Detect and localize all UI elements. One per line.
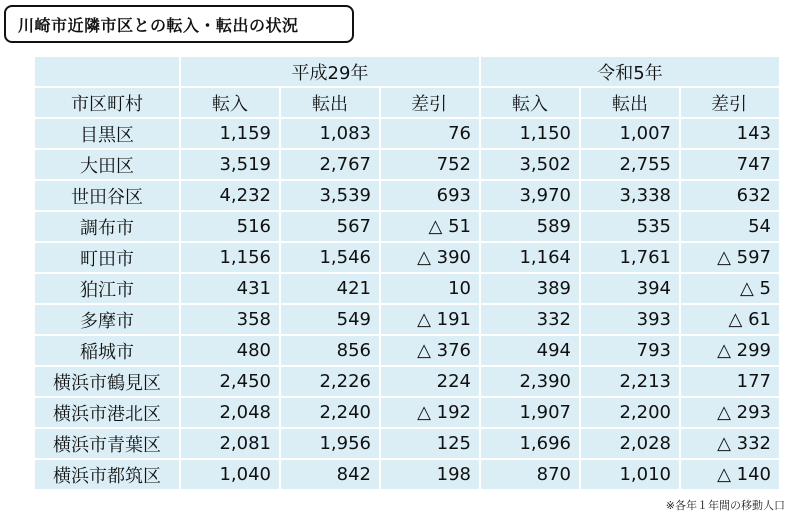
table-row bbox=[34, 180, 780, 211]
region-name-cell: 多摩市 bbox=[34, 304, 180, 335]
value-cell-in-h29: 3,519 bbox=[180, 149, 280, 180]
value-cell-net-r5: △ 5 bbox=[680, 273, 780, 304]
value-cell-in-h29: 1,159 bbox=[180, 118, 280, 149]
value-cell-out-h29: 1,083 bbox=[280, 118, 380, 149]
table-body bbox=[34, 118, 780, 490]
value-cell-in-r5: 1,696 bbox=[480, 428, 580, 459]
value-cell-in-h29: 358 bbox=[180, 304, 280, 335]
table-row bbox=[34, 459, 780, 490]
table-row bbox=[34, 242, 780, 273]
value-cell-out-r5: 2,755 bbox=[580, 149, 680, 180]
value-cell-out-h29: 842 bbox=[280, 459, 380, 490]
region-name-cell: 横浜市青葉区 bbox=[34, 428, 180, 459]
period-header-r5: 令和5年 bbox=[480, 56, 780, 87]
value-cell-in-r5: 494 bbox=[480, 335, 580, 366]
region-name-cell: 町田市 bbox=[34, 242, 180, 273]
region-name-cell: 大田区 bbox=[34, 149, 180, 180]
footnote: ※各年１年間の移動人口 bbox=[665, 499, 785, 512]
table-row bbox=[34, 211, 780, 242]
value-cell-in-h29: 1,040 bbox=[180, 459, 280, 490]
value-cell-out-h29: 856 bbox=[280, 335, 380, 366]
value-cell-net-h29: △ 191 bbox=[380, 304, 480, 335]
value-cell-net-r5: △ 299 bbox=[680, 335, 780, 366]
table-row bbox=[34, 273, 780, 304]
value-cell-in-h29: 2,048 bbox=[180, 397, 280, 428]
value-cell-out-h29: 567 bbox=[280, 211, 380, 242]
value-cell-net-r5: △ 140 bbox=[680, 459, 780, 490]
header-blank-cell bbox=[34, 56, 180, 87]
region-name-cell: 横浜市鶴見区 bbox=[34, 366, 180, 397]
value-cell-out-r5: 793 bbox=[580, 335, 680, 366]
value-cell-in-r5: 870 bbox=[480, 459, 580, 490]
value-cell-in-r5: 1,907 bbox=[480, 397, 580, 428]
value-cell-out-r5: 1,010 bbox=[580, 459, 680, 490]
column-header-out-r5: 転出 bbox=[580, 87, 680, 118]
table-row bbox=[34, 335, 780, 366]
value-cell-out-h29: 3,539 bbox=[280, 180, 380, 211]
value-cell-out-h29: 421 bbox=[280, 273, 380, 304]
value-cell-out-r5: 393 bbox=[580, 304, 680, 335]
region-name-cell: 横浜市港北区 bbox=[34, 397, 180, 428]
value-cell-net-r5: △ 61 bbox=[680, 304, 780, 335]
value-cell-in-r5: 2,390 bbox=[480, 366, 580, 397]
value-cell-in-r5: 589 bbox=[480, 211, 580, 242]
region-name-cell: 稲城市 bbox=[34, 335, 180, 366]
value-cell-out-r5: 535 bbox=[580, 211, 680, 242]
value-cell-net-h29: 125 bbox=[380, 428, 480, 459]
value-cell-in-r5: 1,150 bbox=[480, 118, 580, 149]
table-row bbox=[34, 304, 780, 335]
value-cell-out-r5: 3,338 bbox=[580, 180, 680, 211]
table-row bbox=[34, 366, 780, 397]
value-cell-net-h29: △ 51 bbox=[380, 211, 480, 242]
value-cell-out-h29: 549 bbox=[280, 304, 380, 335]
value-cell-in-h29: 516 bbox=[180, 211, 280, 242]
value-cell-net-h29: 693 bbox=[380, 180, 480, 211]
value-cell-out-r5: 1,761 bbox=[580, 242, 680, 273]
table-row bbox=[34, 118, 780, 149]
table-row bbox=[34, 397, 780, 428]
column-header-in-h29: 転入 bbox=[180, 87, 280, 118]
region-name-cell: 横浜市都筑区 bbox=[34, 459, 180, 490]
value-cell-net-r5: 747 bbox=[680, 149, 780, 180]
value-cell-net-h29: 10 bbox=[380, 273, 480, 304]
value-cell-net-r5: 54 bbox=[680, 211, 780, 242]
column-header-net-h29: 差引 bbox=[380, 87, 480, 118]
region-name-cell: 世田谷区 bbox=[34, 180, 180, 211]
table-row bbox=[34, 149, 780, 180]
column-header-out-h29: 転出 bbox=[280, 87, 380, 118]
value-cell-out-h29: 2,767 bbox=[280, 149, 380, 180]
value-cell-net-r5: △ 597 bbox=[680, 242, 780, 273]
period-header-row bbox=[34, 56, 780, 87]
value-cell-net-h29: 76 bbox=[380, 118, 480, 149]
value-cell-net-h29: 752 bbox=[380, 149, 480, 180]
value-cell-in-h29: 2,081 bbox=[180, 428, 280, 459]
value-cell-in-r5: 332 bbox=[480, 304, 580, 335]
column-header-in-r5: 転入 bbox=[480, 87, 580, 118]
value-cell-in-r5: 3,502 bbox=[480, 149, 580, 180]
value-cell-in-r5: 1,164 bbox=[480, 242, 580, 273]
period-header-h29: 平成29年 bbox=[180, 56, 480, 87]
value-cell-net-r5: 177 bbox=[680, 366, 780, 397]
migration-table bbox=[33, 55, 781, 491]
value-cell-net-h29: △ 390 bbox=[380, 242, 480, 273]
value-cell-out-r5: 2,028 bbox=[580, 428, 680, 459]
value-cell-in-h29: 2,450 bbox=[180, 366, 280, 397]
value-cell-in-h29: 4,232 bbox=[180, 180, 280, 211]
value-cell-in-r5: 3,970 bbox=[480, 180, 580, 211]
column-header-row bbox=[34, 87, 780, 118]
column-header-net-r5: 差引 bbox=[680, 87, 780, 118]
value-cell-net-h29: △ 376 bbox=[380, 335, 480, 366]
value-cell-net-r5: △ 293 bbox=[680, 397, 780, 428]
value-cell-in-r5: 389 bbox=[480, 273, 580, 304]
value-cell-in-h29: 1,156 bbox=[180, 242, 280, 273]
value-cell-net-r5: △ 332 bbox=[680, 428, 780, 459]
value-cell-out-h29: 2,226 bbox=[280, 366, 380, 397]
page-title-text: 川崎市近隣市区との転入・転出の状況 bbox=[18, 15, 299, 35]
value-cell-out-r5: 1,007 bbox=[580, 118, 680, 149]
value-cell-out-h29: 1,956 bbox=[280, 428, 380, 459]
value-cell-out-r5: 2,200 bbox=[580, 397, 680, 428]
value-cell-net-h29: 224 bbox=[380, 366, 480, 397]
page-title bbox=[4, 5, 354, 43]
value-cell-net-h29: △ 192 bbox=[380, 397, 480, 428]
value-cell-net-r5: 143 bbox=[680, 118, 780, 149]
value-cell-out-r5: 394 bbox=[580, 273, 680, 304]
region-name-cell: 狛江市 bbox=[34, 273, 180, 304]
value-cell-out-r5: 2,213 bbox=[580, 366, 680, 397]
value-cell-net-h29: 198 bbox=[380, 459, 480, 490]
value-cell-in-h29: 480 bbox=[180, 335, 280, 366]
table-row bbox=[34, 428, 780, 459]
value-cell-net-r5: 632 bbox=[680, 180, 780, 211]
value-cell-out-h29: 1,546 bbox=[280, 242, 380, 273]
region-name-cell: 目黒区 bbox=[34, 118, 180, 149]
region-name-cell: 調布市 bbox=[34, 211, 180, 242]
value-cell-out-h29: 2,240 bbox=[280, 397, 380, 428]
region-column-header: 市区町村 bbox=[34, 87, 180, 118]
value-cell-in-h29: 431 bbox=[180, 273, 280, 304]
